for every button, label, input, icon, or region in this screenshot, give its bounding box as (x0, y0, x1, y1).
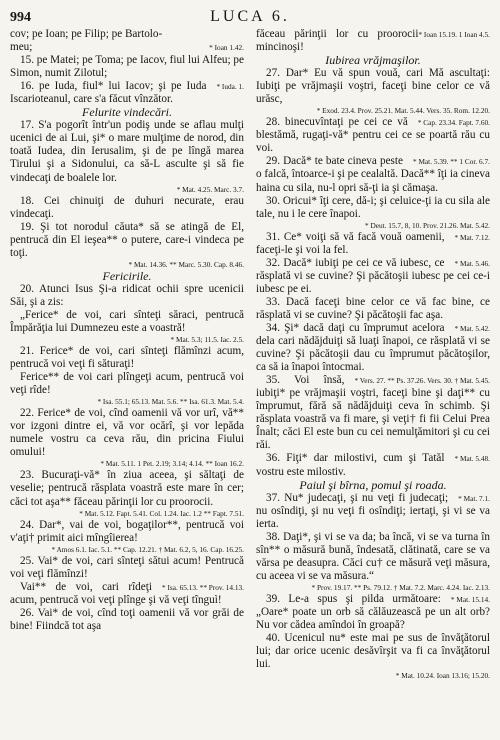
verse-text: 22. Ferice* de voi, cînd oamenii vă vor urî, vă** vor izgoni dintre ei, vă vor ocărî, şi vor lepăda numele vostru ca ceva rău, din pricina Fiului omului! (10, 407, 244, 459)
verse (10, 195, 244, 221)
verse-text: „Ferice* de voi, cari sînteţi săraci, pentrucă Împărăţia lui Dumnezeu este a voastră! (10, 308, 244, 334)
cross-reference: * Mat. 7.12. (454, 232, 490, 242)
verse-text: 31. Ce* voiţi să vă facă vouă oamenii, faceţi-le şi voi la fel. (256, 230, 445, 256)
verse-text: * Prov. 19.17. ** Ps. 79.12. † Mat. 7.2. Marc. 4.24. Iac. 2.13. (311, 582, 490, 592)
section-heading (10, 270, 244, 283)
verse-text: 40. Ucenicul nu* este mai pe sus de învăţătorul lui; dar orice ucenic desăvîrşit va fi ca învăţătorul lui. (256, 632, 490, 671)
cross-reference (10, 397, 244, 407)
verse-text: * Mat. 10.24. Ioan 13.16; 15.20. (395, 671, 490, 681)
verse (256, 492, 490, 531)
verse-continuation (10, 371, 244, 397)
verse-text: Vai** de voi, cari rîdeţi acum, pentrucă voi veţi plînge şi vă veţi tînguì! (10, 580, 222, 606)
verse (10, 221, 244, 260)
verse (10, 345, 244, 371)
verse-text: 35. Voi însă, iubiţi* pe vrăjmaşii voştri, faceţi bine şi daţi** cu împrumut, fără să nădăjduiţi ceva în schimb. Şi răsplata voastră va fi mare, şi veţi† fi fii Celui Prea Înalt; căci El este bun cu cei nemulţămitori şi cu cei răi. (256, 374, 490, 452)
verse-text: Iubirea vrăjmaşilor. (325, 53, 421, 68)
section-heading (256, 54, 490, 67)
verse (256, 632, 490, 671)
verse-text: 16. pe Iuda, fiul* lui Iacov; şi pe Iuda Iscarioteanul, care s'a făcut vînzător. (10, 80, 207, 106)
verse-text: 36. Fiţi* dar milostivi, cum şi Tatăl vostru este milostiv. (256, 452, 445, 478)
verse-text: Ferice** de voi cari plîngeţi acum, pentrucă voi veţi rîde! (10, 371, 244, 397)
verse-continuation (10, 41, 244, 54)
verse (256, 322, 490, 374)
cross-reference (10, 545, 244, 555)
verse (10, 607, 244, 633)
cross-reference: * Iuda. 1. (216, 82, 244, 92)
cross-reference (256, 583, 490, 593)
verse (10, 555, 244, 581)
right-column (256, 28, 490, 681)
page-number: 994 (10, 10, 31, 25)
verse-text: Fericirile. (102, 268, 152, 283)
verse-text: 29. Dacă* te bate cineva peste o falcă, întoarce-i şi pe cealaltă. Dacă** îţi ia cineva haina cu sila, nu-l opri să-ţi ia şi cămaşa. (256, 155, 490, 194)
verse-text: meu; (10, 41, 33, 54)
cross-reference: * Mat. 5.46. (454, 258, 490, 268)
verse-text: * Mat. 4.25. Marc. 3.7. (176, 184, 244, 194)
cross-reference: * Vers. 27. ** Ps. 37.26. Vers. 30. † Mat. 5.45. (354, 376, 490, 386)
verse-text: 28. binecuvîntaţi pe cei ce vă blestămă, rugaţi-vă* pentru cei ce se poartă rău cu voi. (256, 116, 490, 155)
verse-text: 38. Daţi*, şi vi se va da; ba încă, vi se va turna în sîn** o măsură bună, îndesată, clătinată, care se va vărsa pe deasupra. Căci cu† ce măsură veţi măsura, cu aceea vi se va măsura.“ (256, 530, 490, 582)
verse-text: 32. Dacă* iubiţi pe cei ce vă iubesc, ce răsplată vi se cuvine? Şi păcătoşii iubesc pe cei ce-i iubesc pe ei. (256, 256, 490, 295)
verse-continuation (256, 28, 490, 54)
verse (256, 452, 490, 478)
verse (256, 296, 490, 322)
verse-text: * Mat. 5.12. Fapt. 5.41. Col. 1.24. Iac. 1.2 ** Fapt. 7.51. (79, 508, 244, 518)
cross-reference (256, 671, 490, 681)
verse (256, 116, 490, 155)
cross-reference (10, 509, 244, 519)
left-column (10, 28, 244, 681)
cross-reference: * Mat. 5.39. ** 1 Cor. 6.7. (412, 157, 490, 167)
verse-text: * Mat. 5.11. 1 Pet. 2.19; 3.14; 4.14. ** Ioan 16.2. (100, 459, 244, 469)
verse-continuation (10, 28, 244, 41)
verse-text: cov; pe Ioan; pe Filip; pe Bartolo- (10, 28, 163, 40)
verse (256, 67, 490, 106)
verse-text: 17. S'a pogorît într'un podiş unde se aflau mulţi ucenici de ai Lui, şi* o mare mulţime de norod, din toată Iudea, din Ierusalim, şi de pe lîngă marea Tirului şi a Sidonului, ca să-L asculte şi să fie vindecaţi de boalele lor. (10, 119, 244, 184)
verse-text: * Deut. 15.7, 8, 10. Prov. 21.26. Mat. 5.42. (365, 220, 490, 230)
verse-text: Paiul şi bîrna, pomul şi roada. (299, 477, 447, 492)
cross-reference: * Isa. 65.13. ** Prov. 14.13. (161, 582, 244, 592)
verse-text: 24. Dar*, vai de voi, bogaţilor**, pentrucă voi v'aţi† primit aici mîngîierea! (10, 518, 244, 544)
verse-continuation (10, 581, 244, 607)
cross-reference: * Mat. 7.1. (458, 493, 490, 503)
page-header (10, 6, 490, 28)
cross-reference (10, 185, 244, 195)
cross-reference: * Ioan 1.42. (209, 43, 244, 53)
verse-text: 21. Ferice* de voi, cari sînteţi flămînzi acum, pentrucă voi veţi fi săturaţi! (10, 345, 244, 371)
verse-text: 18. Cei chinuiţi de duhuri necurate, erau vindecaţi. (10, 194, 244, 220)
verse-text: * Mat. 5.3; 11.5. Iac. 2.5. (170, 335, 244, 345)
verse-text: făceau părinţii lor cu proorocii mincinoşi! (256, 28, 419, 54)
verse (10, 54, 244, 80)
section-heading (10, 106, 244, 119)
cross-reference: * Cap. 23.34. Fapt. 7.60. (417, 118, 490, 128)
verse-text: 39. Le-a spus şi pilda următoare: „Oare* poate un orb să călăuzească pe un alt orb? Nu vor cădea amîndoi în groapă? (256, 592, 490, 632)
verse-text: 19. Şi tot norodul căuta* să se atingă de El, pentrucă din El ieşea** o putere, care-i vindeca pe toţi. (10, 220, 244, 259)
verse-text: * Mat. 14.36. ** Marc. 5.30. Cap. 8.46. (128, 259, 244, 269)
cross-reference: * Mat. 15.14. (450, 594, 490, 604)
verse (10, 519, 244, 545)
verse-text: 25. Vai* de voi, cari sînteţi sătui acum! Pentrucă voi veţi flămînzi! (10, 554, 244, 580)
verse (256, 195, 490, 221)
verse (10, 283, 244, 309)
two-column-body (10, 28, 490, 681)
verse-text: 27. Dar* Eu vă spun vouă, cari Mă ascultaţi: Iubiţi pe vrăjmaşii voştri, faceţi bine celor ce vă urăsc, (256, 67, 490, 106)
verse (256, 257, 490, 296)
verse-text: 26. Vai* de voi, cînd toţi oamenii vă vor grăi de bine! Fiindcă tot aşa (10, 606, 244, 632)
verse-text: * Isa. 55.1; 65.13. Mat. 5.6. ** Isa. 61.3. Mat. 5.4. (97, 397, 244, 407)
verse (256, 531, 490, 583)
verse-text: Felurite vindecări. (82, 105, 172, 120)
cross-reference: * Mat. 5.42. (454, 323, 490, 333)
verse (256, 231, 490, 257)
verse-text: * Amos 6.1. Iac. 5.1. ** Cap. 12.21. † Mat. 6.2, 5, 16. Cap. 16.25. (51, 544, 244, 554)
cross-reference (256, 106, 490, 116)
verse (10, 407, 244, 459)
cross-reference (10, 459, 244, 469)
cross-reference: * Mat. 5.48. (454, 454, 490, 464)
section-heading (256, 479, 490, 492)
verse-continuation (10, 309, 244, 335)
verse-text: 15. pe Matei; pe Toma; pe Iacov, fiul lui Alfeu; pe Simon, numit Zilotul; (10, 54, 244, 80)
verse-text: 34. Şi* dacă daţi cu împrumut acelora dela cari nădăjduiţi să luaţi înapoi, ce răsplată vi se cuvine? Şi păcătoşii dau cu împrumut păcătoşilor, ca să ia înapoi întocmai. (256, 321, 490, 374)
cross-reference (256, 221, 490, 231)
verse-text: 23. Bucuraţi-vă* în ziua aceea, şi săltaţi de veselie; pentrucă răsplata voastră este mare în cer; căci tot aşa** făceau părinţii lor cu proorocii. (10, 469, 244, 508)
verse (256, 155, 490, 194)
verse (10, 119, 244, 184)
cross-reference: * Ioan 15.19. 1 Ioan 4.5. (418, 30, 490, 39)
cross-reference (10, 335, 244, 345)
verse (256, 374, 490, 452)
verse (10, 80, 244, 106)
verse (256, 593, 490, 632)
verse-text: 37. Nu* judecaţi, şi nu veţi fi judecaţi; nu osîndiţi, şi nu veţi fi osîndiţi; iertaţi, şi vi se va ierta. (256, 491, 490, 530)
verse-text: * Exod. 23.4. Prov. 25.21. Mat. 5.44. Vers. 35. Rom. 12.20. (316, 106, 490, 116)
verse (10, 469, 244, 508)
verse-text: 30. Oricui* îţi cere, dă-i; şi celuice-ţi ia cu sila ale tale, nu i le cere înapoi. (256, 194, 490, 220)
verse-text: 33. Dacă faceţi bine celor ce vă fac bine, ce răsplată vi se cuvine? Şi păcătoşii fac aşa. (256, 295, 490, 321)
running-title: LUCA 6. (210, 8, 290, 25)
verse-text: 20. Atunci Isus Şi-a ridicat ochii spre ucenicii Săi, şi a zis: (10, 282, 244, 308)
